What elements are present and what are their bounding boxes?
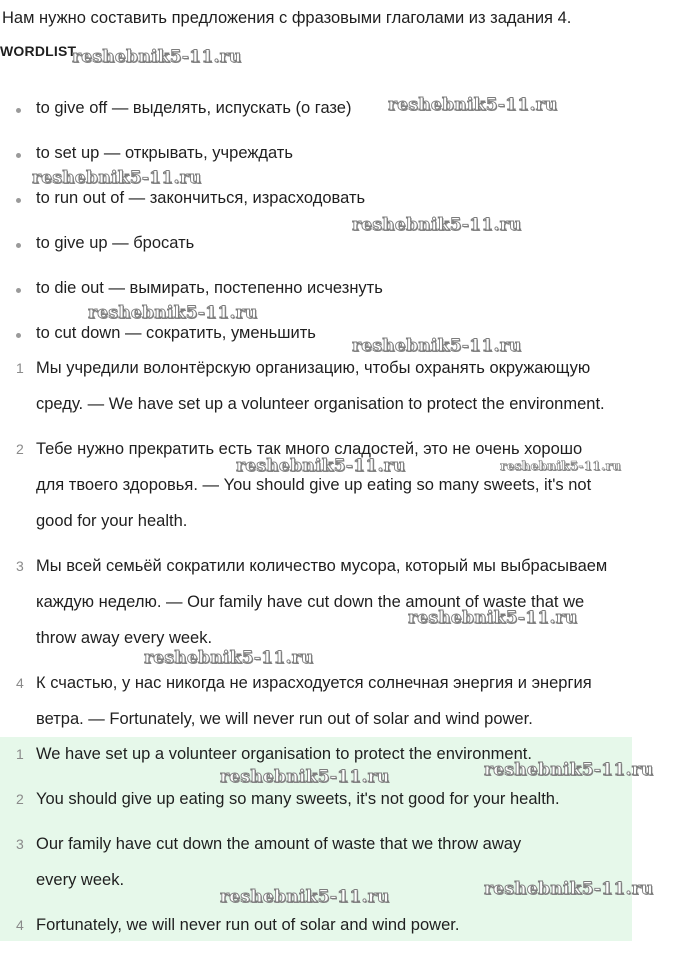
watermark: reshebnik5-11.ru xyxy=(220,887,390,907)
answer-line: Fortunately, we will never run out of solar and wind power. xyxy=(36,916,460,934)
translation-line: среду. — We have set up a volunteer organisation to protect the environment. xyxy=(36,395,605,413)
answer-line: every week. xyxy=(36,871,125,889)
bullet-dot-icon xyxy=(16,198,21,203)
intro-text: Нам нужно составить предложения с фразовыми глаголами из задания 4. xyxy=(2,9,572,27)
watermark: reshebnik5-11.ru xyxy=(88,303,258,323)
translation-number: 2 xyxy=(16,441,24,457)
translation-line: каждую неделю. — Our family have cut down the amount of waste that we xyxy=(36,593,585,611)
answer-number: 4 xyxy=(16,917,24,933)
wordlist-title: WORDLIST xyxy=(0,43,77,59)
watermark: reshebnik5-11.ru xyxy=(408,608,578,628)
translation-line: Мы всей семьёй сократили количество мусора, который мы выбрасываем xyxy=(36,557,608,575)
answer-line: Our family have cut down the amount of waste that we throw away xyxy=(36,835,522,853)
watermark: reshebnik5-11.ru xyxy=(388,95,558,115)
watermark: reshebnik5-11.ru xyxy=(484,760,654,780)
watermark: reshebnik5-11.ru xyxy=(352,336,522,356)
watermark: reshebnik5-11.ru xyxy=(220,767,390,787)
bullet-dot-icon xyxy=(16,153,21,158)
answer-number: 3 xyxy=(16,836,24,852)
translation-line: Мы учредили волонтёрскую организацию, чтобы охранять окружающую xyxy=(36,359,591,377)
translation-line: К счастью, у нас никогда не израсходуется солнечная энергия и энергия xyxy=(36,674,592,692)
answer-number: 2 xyxy=(16,791,24,807)
bullet-dot-icon xyxy=(16,243,21,248)
watermark: reshebnik5-11.ru xyxy=(32,168,202,188)
watermark: reshebnik5-11.ru xyxy=(236,456,406,476)
watermark: reshebnik5-11.ru xyxy=(500,459,622,473)
translation-line: Тебе нужно прекратить есть так много сладостей, это не очень хорошо xyxy=(36,440,583,458)
translation-number: 3 xyxy=(16,558,24,574)
translation-number: 1 xyxy=(16,360,24,376)
answer-number: 1 xyxy=(16,746,24,762)
translation-line: для твоего здоровья. — You should give up eating so many sweets, it's not xyxy=(36,476,592,494)
watermark: reshebnik5-11.ru xyxy=(144,648,314,668)
answer-line: You should give up eating so many sweets, it's not good for your health. xyxy=(36,790,560,808)
translation-line: throw away every week. xyxy=(36,629,213,647)
answer-line: We have set up a volunteer organisation to protect the environment. xyxy=(36,745,532,763)
watermark: reshebnik5-11.ru xyxy=(352,215,522,235)
bullet-dot-icon xyxy=(16,288,21,293)
translation-line: good for your health. xyxy=(36,512,188,530)
watermark: reshebnik5-11.ru xyxy=(484,879,654,899)
translation-number: 4 xyxy=(16,675,24,691)
watermark: reshebnik5-11.ru xyxy=(72,47,242,67)
translation-line: ветра. — Fortunately, we will never run out of solar and wind power. xyxy=(36,710,533,728)
bullet-dot-icon xyxy=(16,333,21,338)
bullet-dot-icon xyxy=(16,108,21,113)
